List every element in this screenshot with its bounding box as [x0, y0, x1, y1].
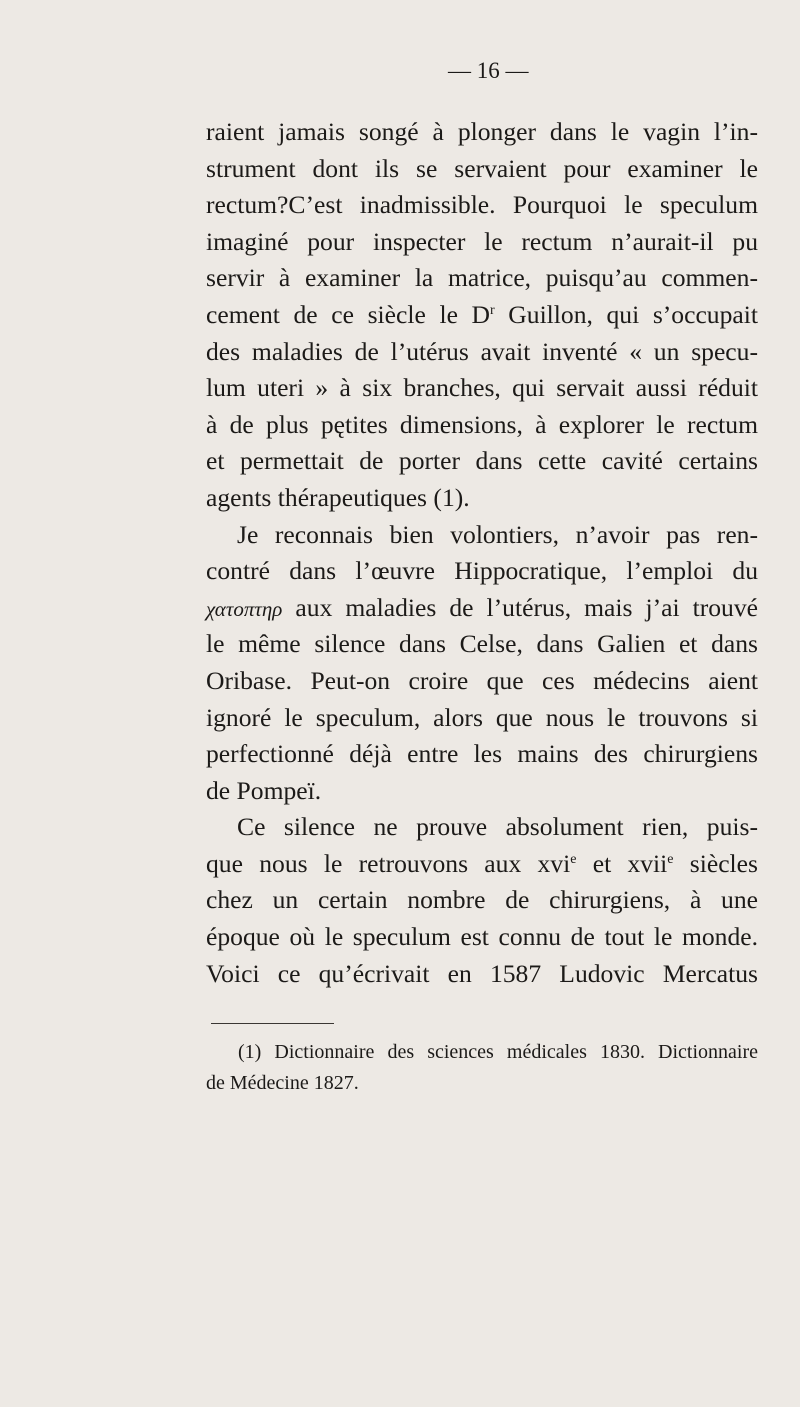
text-fragment: que nous le retrouvons aux xvi	[206, 848, 571, 878]
text-fragment: cement de ce siècle le D	[206, 299, 491, 329]
text-fragment: Guillon, qui s’occupait	[494, 299, 758, 329]
body-text	[206, 114, 758, 992]
text-line: Voici ce qu’écrivait en 1587 Ludovic Mercatus	[206, 958, 758, 988]
text-line: le même silence dans Celse, dans Galien et dans	[206, 629, 758, 659]
footnote-line: (1) Dictionnaire des sciences médicales 1830. Dictionnaire	[238, 1041, 758, 1063]
text-line: des maladies de l’utérus avait inventé « un specu-	[206, 336, 758, 366]
text-line: raient jamais songé à plonger dans le vagin l’in-	[206, 117, 758, 146]
superscript: r	[490, 302, 495, 318]
text-line: Je reconnais bien volontiers, n’avoir pas ren-	[237, 519, 758, 549]
text-line: strument dont ils se servaient pour examiner le	[206, 153, 758, 183]
text-line	[206, 297, 758, 334]
text-fragment: siècles	[673, 848, 758, 878]
text-line: imaginé pour inspecter le rectum n’aurait-il pu	[206, 226, 758, 256]
text-line	[206, 590, 758, 627]
text-line: perfectionné déjà entre les mains des chirurgiens	[206, 739, 758, 769]
text-line: servir à examiner la matrice, puisqu’au commen-	[206, 263, 758, 293]
text-line	[206, 846, 758, 883]
superscript: e	[570, 851, 577, 867]
text-fragment: et xvii	[576, 848, 668, 878]
text-line: ignoré le speculum, alors que nous le trouvons si	[206, 702, 758, 732]
text-line: chez un certain nombre de chirurgiens, à une	[206, 885, 758, 915]
text-line: à de plus pętites dimensions, à explorer le rectum	[206, 409, 758, 439]
footnote-divider	[211, 1023, 334, 1024]
text-line: rectum?C’est inadmissible. Pourquoi le speculum	[206, 190, 758, 220]
text-line: Oribase. Peut-on croire que ces médecins aient	[206, 665, 758, 695]
text-line: de Pompeï.	[206, 775, 322, 805]
superscript: e	[667, 851, 674, 867]
text-line: et permettait de porter dans cette cavité certains	[206, 446, 758, 476]
footnote-line: de Médecine 1827.	[206, 1072, 359, 1094]
greek-word: χατοπτηρ	[206, 596, 283, 621]
footnotes	[206, 1037, 758, 1099]
text-line: époque où le speculum est connu de tout le monde.	[206, 922, 758, 952]
text-line: lum uteri » à six branches, qui servait aussi réduit	[206, 373, 758, 403]
page-number: — 16 —	[448, 58, 529, 83]
text-line: Ce silence ne prouve absolument rien, puis-	[237, 812, 758, 842]
text-fragment: aux maladies de l’utérus, mais j’ai trouvé	[295, 592, 759, 622]
text-line: contré dans l’œuvre Hippocratique, l’emploi du	[206, 556, 758, 586]
text-line: agents thérapeutiques (1).	[206, 482, 470, 512]
